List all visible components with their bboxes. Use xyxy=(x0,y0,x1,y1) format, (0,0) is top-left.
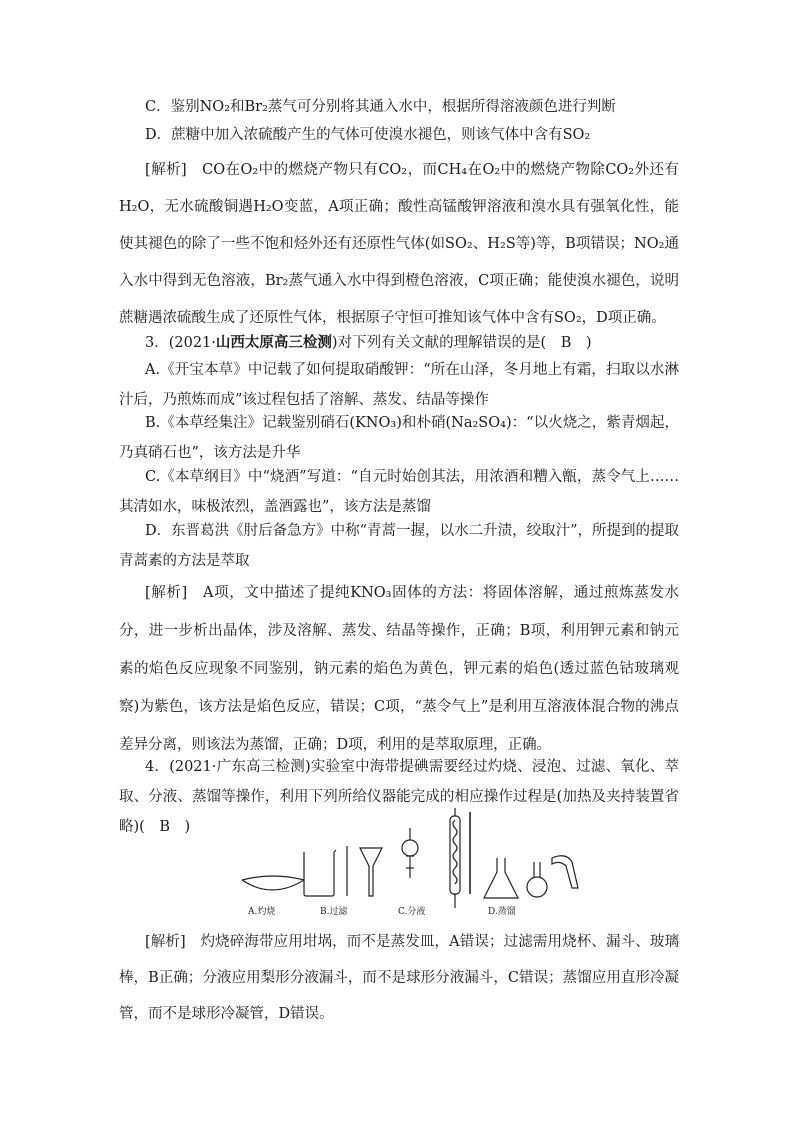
evaporating-dish xyxy=(242,880,304,890)
label-a: A.灼烧 xyxy=(248,907,276,917)
q3-stem xyxy=(119,328,679,358)
q2-option-c: C．鉴别NO₂和Br₂蒸气可分别将其通入水中，根据所得溶液颜色进行判断 xyxy=(145,99,616,115)
label-d: D.蒸馏 xyxy=(488,907,516,917)
label-b: B.过滤 xyxy=(320,907,348,917)
round-bottom-flask xyxy=(527,877,547,897)
beaker xyxy=(304,852,334,896)
apparatus-figure xyxy=(232,808,592,918)
q3-stem-text: )对下列有关文献的理解错误的是( B ) xyxy=(331,335,592,351)
q3-stem-number: 3．(2021· xyxy=(145,335,216,351)
q2-option-d: D．蔗糖中加入浓硫酸产生的气体可使溴水褪色，则该气体中含有SO₂ xyxy=(145,127,591,143)
funnel xyxy=(360,848,382,896)
q4-stem: 4．(2021·广东高三检测)实验室中海带提碘需要经过灼烧、浸泡、过滤、氧化、萃取、分液、蒸馏等操作，利用下列所给仪器能完成的相应操作过程是(加热及夹持装置省略)( B ) xyxy=(119,759,679,835)
apparatus-diagram xyxy=(232,808,592,918)
conical-flask xyxy=(484,858,518,898)
q2-analysis: [解析] CO在O₂中的燃烧产物只有CO₂，而CH₄在O₂中的燃烧产物除CO₂外还有H₂O，无水硫酸铜遇H₂O变蓝，A项正确；酸性高锰酸钾溶液和溴水具有强氧化性，能使其褪色的除了一些不饱和烃外还有还原性气体(如SO₂、H₂S等)等，B项错误；NO₂通入水中得到无色溶液，Br₂蒸气通入水中得到橙色溶液，C项正确；能使溴水褪色，说明蔗糖遇浓硫酸生成了还原性气体，根据原子守恒可推知该气体中含有SO₂，D项正确。 xyxy=(119,162,679,326)
q3-stem-source: 山西太原高三检测 xyxy=(215,334,332,351)
q3-option-c: C.《本草纲目》中“烧酒”写道：“自元时始创其法，用浓酒和糟入甑，蒸令气上……其清如水，味极浓烈，盖酒露也”，该方法是蒸馏 xyxy=(119,469,679,515)
separatory-funnel xyxy=(402,840,418,856)
q3-option-a: A.《开宝本草》中记载了如何提取硝酸钾：“所在山泽，冬月地上有霜，扫取以水淋汁后，乃煎炼而成”该过程包括了溶解、蒸发、结晶等操作 xyxy=(119,362,679,408)
q4-analysis: [解析] 灼烧碎海带应用坩埚，而不是蒸发皿，A错误；过滤需用烧杯、漏斗、玻璃棒，B正确；分液应用梨形分液漏斗，而不是球形分液漏斗，C错误；蒸馏应用直形冷凝管，而不是球形冷凝管，D错误。 xyxy=(119,934,679,1022)
q3-option-b: B.《本草经集注》记载鉴别硝石(KNO₃)和朴硝(Na₂SO₄)：“以火烧之，紫青烟起，乃真硝石也”，该方法是升华 xyxy=(119,415,679,461)
q3-analysis: [解析] A项，文中描述了提纯KNO₃固体的方法：将固体溶解，通过煎炼蒸发水分，进一步析出晶体，涉及溶解、蒸发、结晶等操作，正确；B项，利用钾元素和钠元素的焰色反应现象不同鉴别，钠元素的焰色为黄色，钾元素的焰色(透过蓝色钴玻璃观察)为紫色，该方法是焰色反应，错误；C项，“蒸令气上”是利用互溶液体混合物的沸点差异分离，则该法为蒸馏，正确；D项，利用的是萃取原理，正确。 xyxy=(119,585,679,753)
adapter xyxy=(552,856,578,888)
q3-option-d: D．东晋葛洪《肘后备急方》中称“青蒿一握，以水二升渍，绞取汁”，所提到的提取青蒿素的方法是萃取 xyxy=(119,523,679,569)
label-c: C.分液 xyxy=(398,907,426,917)
